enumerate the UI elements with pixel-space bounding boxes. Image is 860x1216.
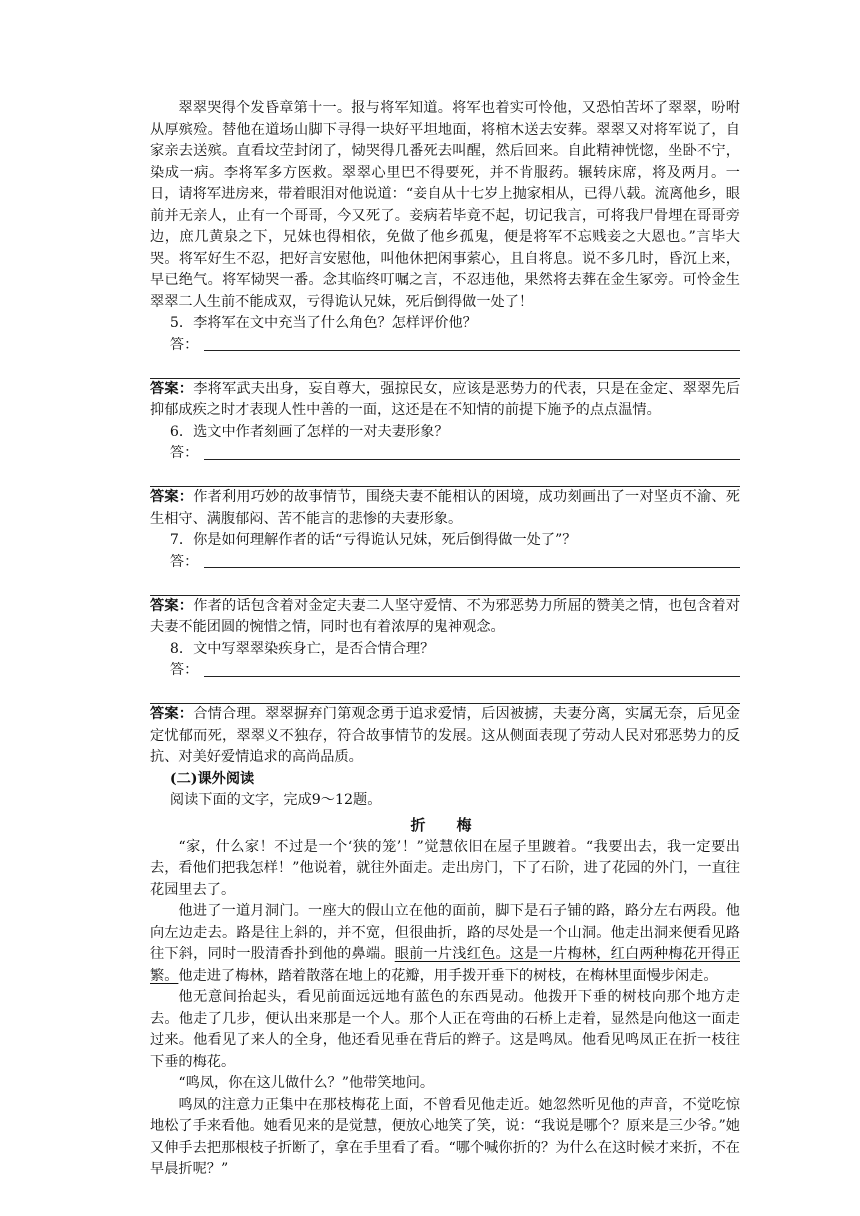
passage1-paragraph: 翠翠哭得个发昏章第十一。报与将军知道。将军也着实可怜他，又恐怕苦坏了翠翠，吩咐从厚殡殓。替他在道场山脚下寻得一块好平坦地面，将棺木送去安葬。翠翠又对将军说了，自家亲去送殡。直看坟茔封闭了，恸哭得几番死去叫醒，然后回来。自此精神恍惚，坐卧不宁，染成一病。李将军多方医救。翠翠心里巴不得要死，并不肯服药。辗转床席，将及两月。一日，请将军进房来，带着眼泪对他说道：“妾自从十七岁上抛家相从，已得八载。流离他乡，眼前并无亲人，止有一个哥哥，今又死了。妾病若毕竟不起，切记我言，可将我尸骨埋在哥哥旁边，庶几黄泉之下，兄妹也得相依，免做了他乡孤鬼，便是将军不忘贱妾之大恩也。”言毕大哭。将军好生不忍，把好言安慰他，叫他休把闲事萦心，且自将息。说不多几时，昏沉上来，早已绝气。将军恸哭一番。念其临终叮嘱之言，不忍违他，果然将去葬在金生冢旁。可怜金生翠翠二人生前不能成双，亏得诡认兄妹，死后倒得做一处了！	[150, 100, 740, 310]
answer-line-6	[204, 459, 740, 460]
question-5: 5．李将军在文中充当了什么角色？怎样评价他？	[169, 315, 477, 331]
passage-title: 折 梅	[410, 815, 480, 834]
p2-underlined-text: 眼前一片浅红色。这是一片梅林，红白两种梅花开得正繁。	[150, 946, 740, 984]
section-instruction: 阅读下面的文字，完成9～12题。	[169, 792, 382, 808]
document-page	[150, 98, 740, 1181]
answer-8	[150, 704, 740, 769]
answer-text-8: 合情合理。翠翠摒弃门第观念勇于追求爱情，后因被掳，夫妻分离，实属无奈，后见金定忧郁而死，翠翠义不独存，符合故事情节的发展。这从侧面表现了劳动人民对邪恶势力的反抗、对美好爱情追求的高尚品质。	[150, 706, 740, 765]
answer-prompt-8: 答：	[169, 662, 199, 678]
answer-5	[150, 379, 740, 422]
answer-field-5[interactable]	[150, 335, 740, 357]
answer-field-8[interactable]	[150, 660, 740, 682]
section-heading: (二)课外阅读	[169, 770, 255, 787]
answer-field-6[interactable]	[150, 443, 740, 465]
answer-6	[150, 487, 740, 530]
answer-label-6: 答案：	[150, 489, 194, 505]
p2-text-before: 他进了一道月洞门。一座大的假山立在他的面前，脚下是石子铺的路，路分左右两段。他向左边走去。路是往上斜的，并不宽，但很曲折，路的尽处是一个山洞。他走出洞来便看见路往下斜，同时一股清香扑到他的鼻端。	[150, 903, 740, 962]
question-8: 8．文中写翠翠染疾身亡，是否合情合理？	[169, 640, 435, 657]
p2-text-after: 他走进了梅林，踏着散落在地上的花瓣，用手拨开垂下的树枝，在梅林里面慢步闲走。	[178, 967, 718, 984]
answer-text-6: 作者利用巧妙的故事情节，围绕夫妻不能相认的困境，成功刻画出了一对坚贞不渝、死生相守、满腹郁闷、苦不能言的悲惨的夫妻形象。	[150, 489, 740, 527]
answer-7	[150, 596, 740, 639]
answer-line-8	[204, 676, 740, 677]
answer-line-8b	[150, 682, 740, 705]
answer-label-8: 答案：	[150, 706, 194, 722]
question-6: 6．选文中作者刻画了怎样的一对夫妻形象？	[169, 423, 449, 440]
answer-label-5: 答案：	[150, 380, 194, 397]
answer-text-7: 作者的话包含着对金定夫妻二人坚守爱情、不为邪恶势力所屈的赞美之情，也包含着对夫妻不能团圆的惋惜之情，同时也有着浓厚的鬼神观念。	[150, 597, 740, 635]
passage2-paragraph-1: “家，什么家！不过是一个‘狭的笼’！”觉慧依旧在屋子里踱着。“我要出去，我一定要出去，看他们把我怎样！”他说着，就往外面走。走出房门，下了石阶，进了花园的外门，一直往花园里去了。	[150, 838, 740, 898]
answer-line-5b	[150, 356, 740, 379]
answer-line-5	[204, 350, 740, 351]
answer-text-5: 李将军武夫出身，妄自尊大，强掠民女，应该是恶势力的代表，只是在金定、翠翠先后抑郁成疾之时才表现人性中善的一面，这还是在不知情的前提下施予的点点温情。	[150, 380, 740, 418]
answer-prompt-6: 答：	[169, 445, 199, 461]
passage2-paragraph-5: 鸣凤的注意力正集中在那枝梅花上面，不曾看见他走近。她忽然听见他的声音，不觉吃惊地松了手来看他。她看见来的是觉慧，便放心地笑了笑，说：“我说是哪个？原来是三少爷。”她又伸手去把那根枝子折断了，拿在手里看了看。“哪个喊你折的？为什么在这时候才来折，不在早晨折呢？”	[150, 1096, 740, 1177]
answer-prompt-5: 答：	[169, 336, 199, 353]
passage2-paragraph-3: 他无意间抬起头，看见前面远远地有蓝色的东西晃动。他拨开下垂的树枝向那个地方走去。他走了几步，便认出来那是一个人。那个人正在弯曲的石桥上走着，显然是向他这一面走过来。他看见了来人的全身，他还看见垂在背后的辫子。这是鸣凤。他看见鸣凤正在折一枝往下垂的梅花。	[150, 989, 740, 1070]
answer-line-7b	[150, 573, 740, 596]
answer-prompt-7: 答：	[169, 553, 199, 570]
answer-label-7: 答案：	[150, 597, 194, 614]
passage2-paragraph-4: “鸣凤，你在这儿做什么？”他带笑地问。	[178, 1075, 435, 1091]
question-7: 7．你是如何理解作者的话“亏得诡认兄妹，死后倒得做一处了”？	[169, 532, 577, 548]
answer-line-6b	[150, 465, 740, 488]
answer-line-7	[204, 567, 740, 568]
passage2-paragraph-2	[150, 901, 740, 987]
answer-field-7[interactable]	[150, 552, 740, 574]
